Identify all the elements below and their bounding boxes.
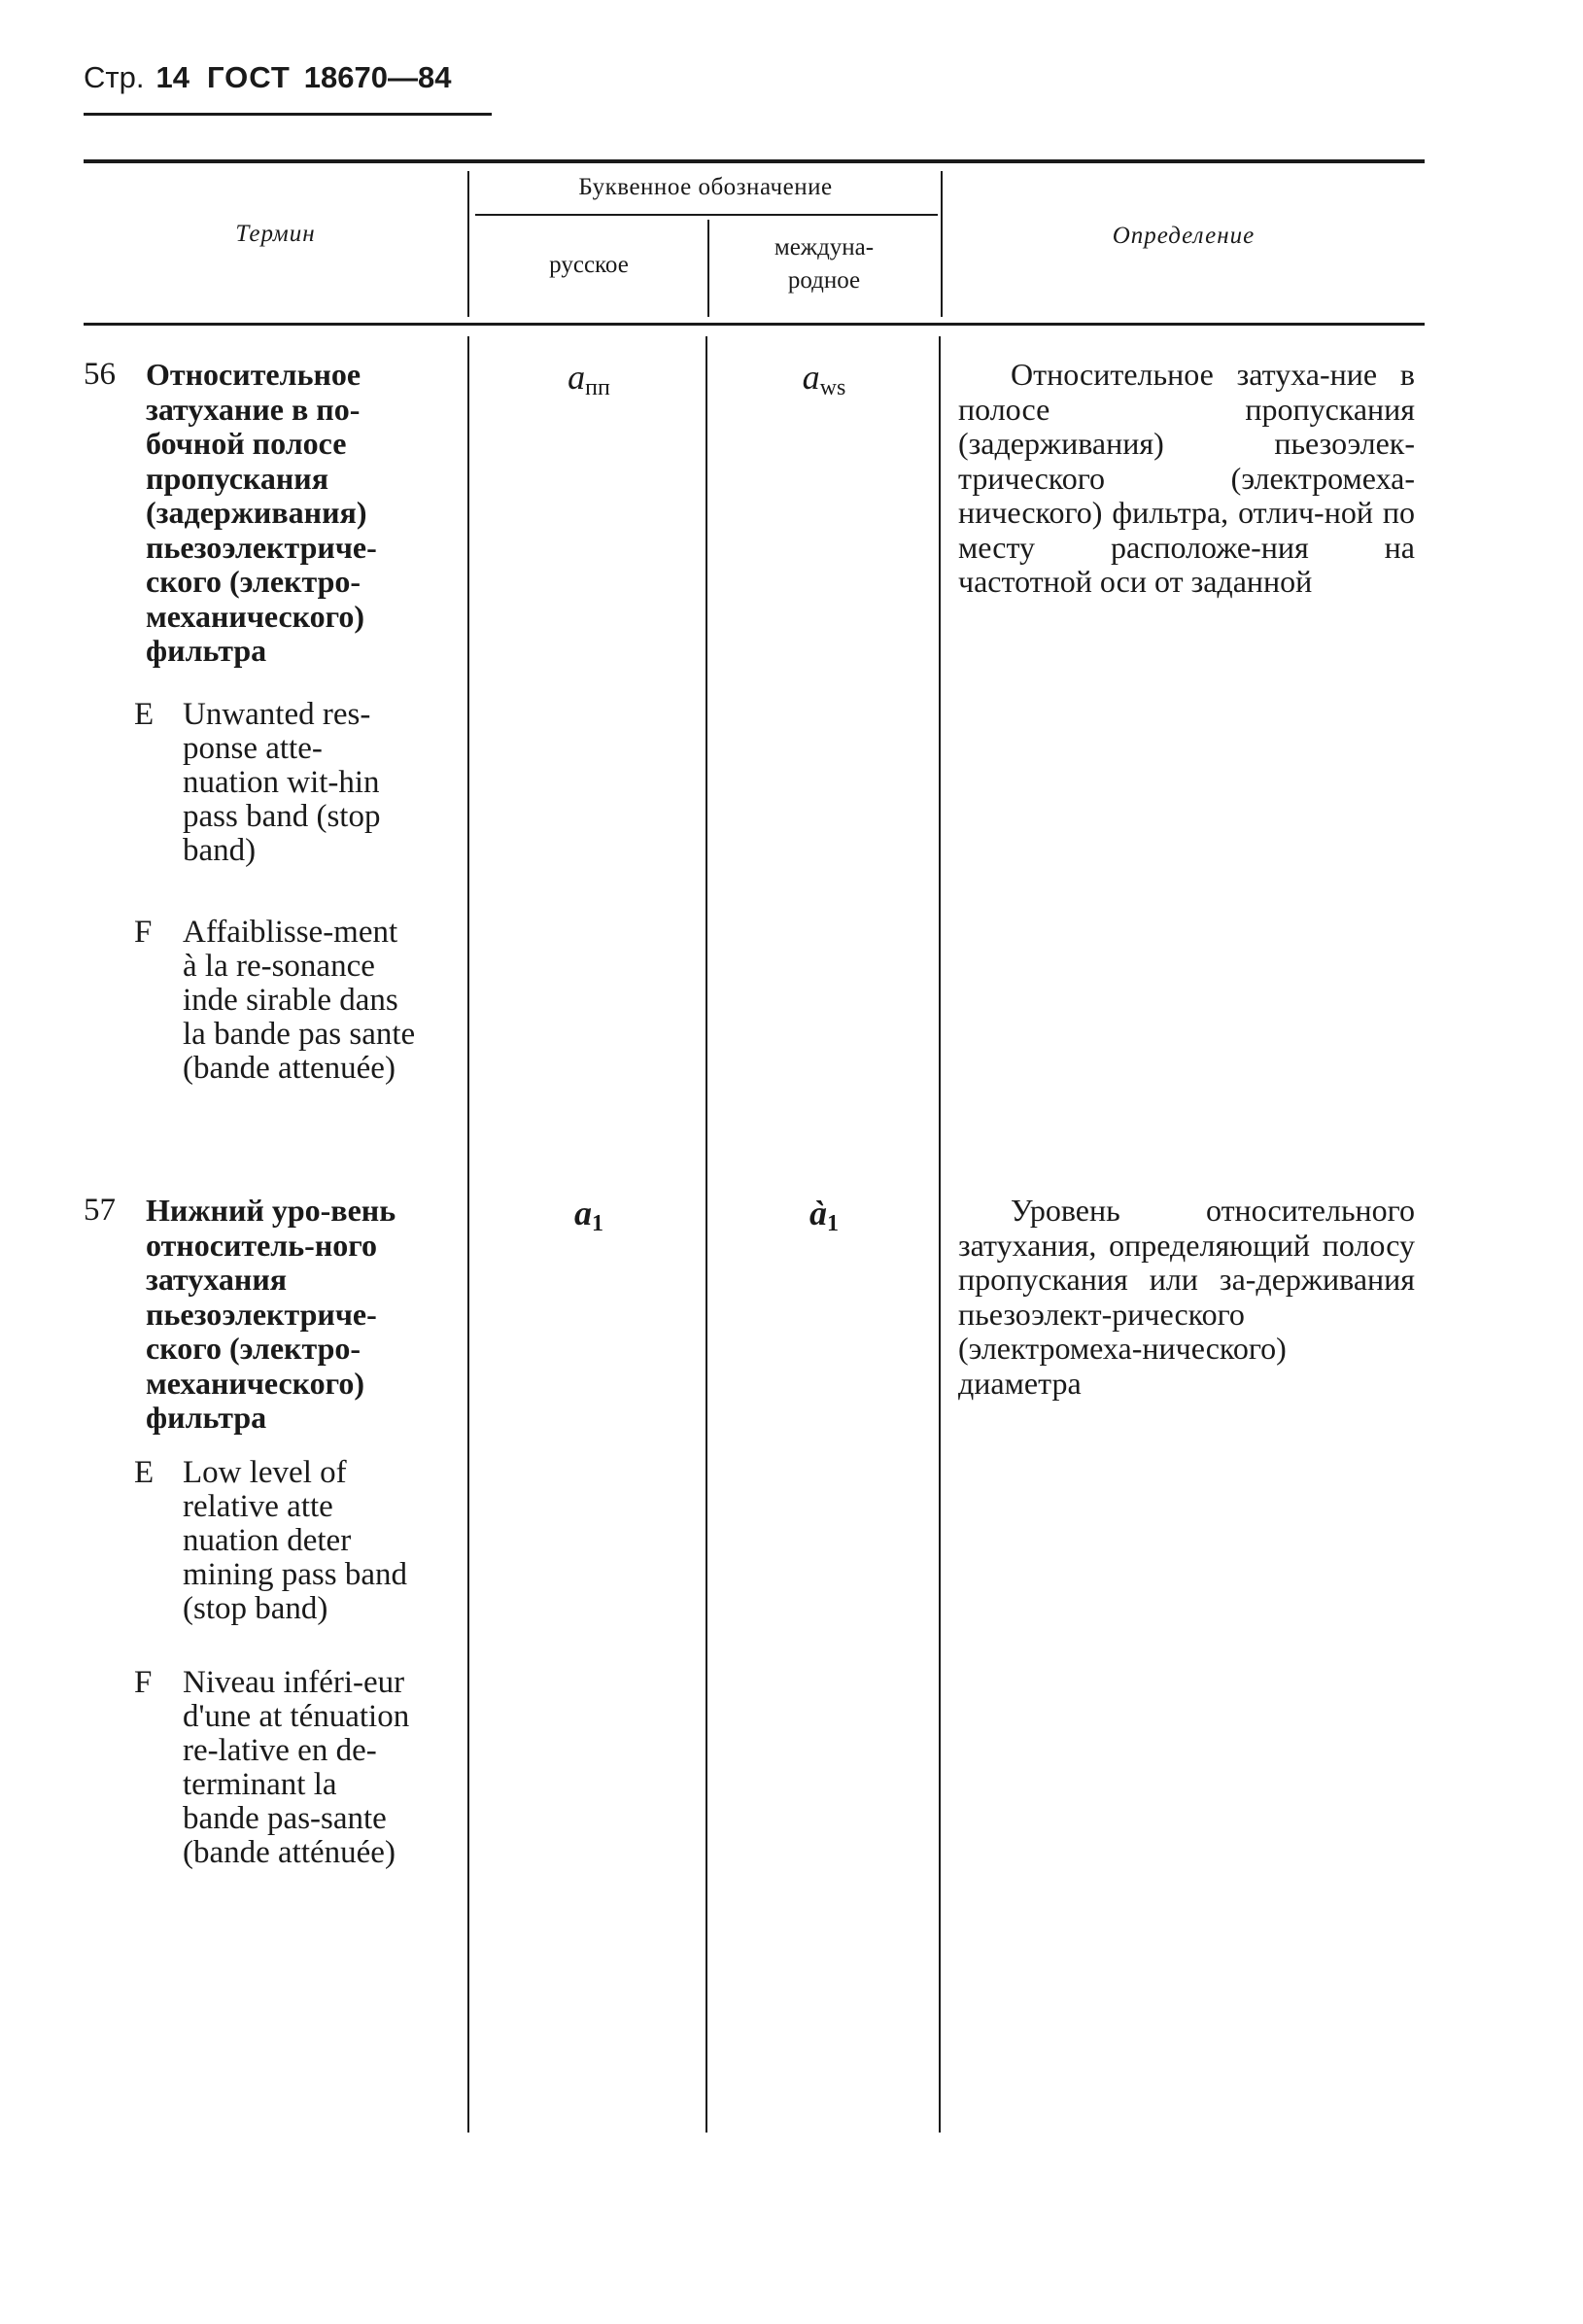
lang-code-e: E: [134, 1455, 155, 1490]
header-definition: Определение: [1112, 223, 1256, 249]
definition-text: Относительное затуха-ние в полосе пропускания (задерживания) пьезоэлек-трического (электромеха-нического) фильтра, отлич-ной по месту расположе-ния на частотной оси от заданной: [958, 357, 1415, 599]
term-russian: Относительное затухание в по-бочной полосе пропускания (задерживания) пьезоэлектриче-ского (электро-механического) фильтра: [146, 357, 377, 668]
standard-name: ГОСТ: [206, 60, 291, 94]
page-header: [84, 60, 492, 119]
header-international-line2: родное: [787, 267, 861, 294]
table-header-rule: [84, 323, 1425, 326]
header-international: [709, 231, 939, 297]
symbol-international-base: à: [809, 1194, 827, 1232]
page-label: Стр.: [84, 60, 145, 94]
term-english-text: Unwanted res-ponse atte-nuation wit-hin pass band (stop band): [183, 697, 381, 868]
term-russian: Нижний уро-вень относитель-ного затухания пьезоэлектриче-ского (электро-механического) фильтра: [146, 1193, 396, 1435]
standard-code: 18670—84: [303, 60, 452, 94]
header-russian: русское: [549, 252, 629, 278]
term-french-text: Niveau inféri-eur d'une at ténuation re-lative en de-terminant la bande pas-sante (bande atténuée): [183, 1665, 410, 1870]
symbol-russian-sub: пп: [585, 375, 610, 400]
term-french-text: Affaiblisse-ment à la re-sonance inde sirable dans la bande pas sante (bande attenuée): [183, 915, 416, 1086]
terms-table: [84, 159, 1425, 2133]
definition-text: Уровень относительного затухания, определяющий полосу пропускания или за-держивания пьезоэлект-рического (электромеха-нического) диаметра: [958, 1193, 1415, 1401]
symbol-russian: [472, 1194, 705, 1243]
header-term: Термин: [235, 221, 316, 247]
header-international-line1: междуна-: [774, 234, 875, 260]
symbol-russian-base: a: [574, 1194, 592, 1232]
symbol-international-base: a: [802, 358, 820, 397]
page-number: 14: [155, 60, 189, 94]
column-divider: [705, 336, 707, 2133]
letter-subheader-rule: [475, 214, 938, 216]
symbol-international-sub: ws: [819, 375, 846, 400]
lang-code-f: F: [134, 915, 153, 950]
column-divider: [467, 171, 469, 317]
term-english-text: Low level of relative atte nuation deter mining pass band (stop band): [183, 1455, 407, 1626]
symbol-russian-sub: 1: [592, 1211, 603, 1236]
symbol-russian-base: a: [568, 358, 586, 397]
table-top-rule: [84, 159, 1425, 163]
header-letter-designation: Буквенное обозначение: [578, 174, 833, 200]
lang-code-e: E: [134, 697, 155, 732]
column-divider: [939, 336, 941, 2133]
lang-code-f: F: [134, 1665, 153, 1700]
term-number: 56: [84, 357, 116, 392]
symbol-international: [709, 1194, 939, 1243]
column-divider: [467, 336, 469, 2133]
term-number: 57: [84, 1193, 116, 1228]
symbol-russian: [472, 358, 705, 407]
symbol-international: [709, 358, 939, 407]
symbol-international-sub: 1: [827, 1211, 839, 1236]
header-rule: [84, 113, 492, 116]
